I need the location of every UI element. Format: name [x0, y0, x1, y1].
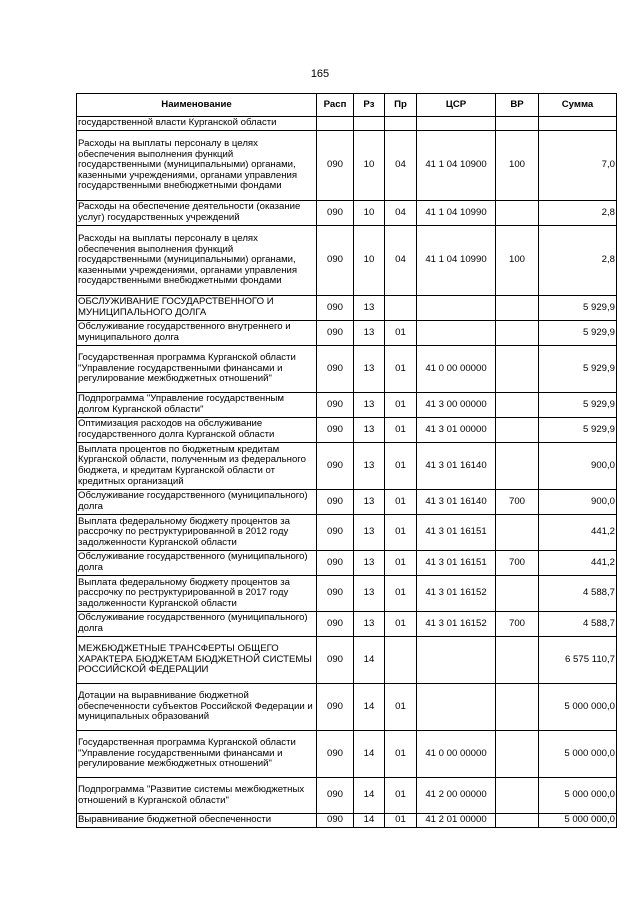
table-row — [77, 490, 617, 515]
cell-sum: 5 929,9 — [539, 418, 617, 443]
column-header-csr: ЦСР — [417, 94, 496, 117]
cell-vr — [496, 576, 539, 612]
cell-rasp: 090 — [317, 612, 354, 637]
cell-csr: 41 3 01 16152 — [417, 612, 496, 637]
column-header-name: Наименование — [77, 94, 317, 117]
table-row — [77, 393, 617, 418]
cell-name: Обслуживание государственного (муниципального) долга — [77, 551, 317, 576]
cell-sum: 5 000 000,0 — [539, 814, 617, 828]
cell-pr: 01 — [385, 612, 417, 637]
cell-sum: 900,0 — [539, 490, 617, 515]
cell-rasp: 090 — [317, 814, 354, 828]
cell-rasp: 090 — [317, 637, 354, 684]
cell-csr — [417, 117, 496, 131]
cell-csr: 41 1 04 10900 — [417, 131, 496, 201]
cell-csr: 41 3 01 16151 — [417, 515, 496, 551]
cell-csr: 41 3 01 16140 — [417, 443, 496, 490]
cell-pr — [385, 637, 417, 684]
cell-rasp: 090 — [317, 778, 354, 814]
cell-vr: 700 — [496, 551, 539, 576]
cell-pr: 04 — [385, 131, 417, 201]
table-row — [77, 418, 617, 443]
cell-rz: 10 — [354, 131, 385, 201]
cell-name: Расходы на выплаты персоналу в целях обеспечения выполнения функций государственными (муниципальными) органами, казенными учреждениями, органами управления государственными внебюджетными фондами — [77, 226, 317, 296]
cell-pr: 01 — [385, 515, 417, 551]
cell-csr: 41 0 00 00000 — [417, 346, 496, 393]
cell-rasp: 090 — [317, 515, 354, 551]
cell-rz: 13 — [354, 551, 385, 576]
cell-sum: 2,8 — [539, 201, 617, 226]
cell-csr: 41 1 04 10990 — [417, 226, 496, 296]
cell-vr: 700 — [496, 490, 539, 515]
budget-table — [76, 93, 617, 828]
cell-csr — [417, 684, 496, 731]
table-row — [77, 515, 617, 551]
table-row — [77, 576, 617, 612]
cell-rz: 13 — [354, 515, 385, 551]
cell-rz: 13 — [354, 612, 385, 637]
cell-vr — [496, 814, 539, 828]
cell-sum: 900,0 — [539, 443, 617, 490]
table-row — [77, 814, 617, 828]
cell-rz: 13 — [354, 296, 385, 321]
cell-vr — [496, 778, 539, 814]
cell-pr: 01 — [385, 346, 417, 393]
cell-name: государственной власти Курганской области — [77, 117, 317, 131]
cell-name: Подпрограмма "Управление государственным долгом Курганской области" — [77, 393, 317, 418]
cell-csr — [417, 637, 496, 684]
cell-name: Выплата федеральному бюджету процентов за рассрочку по реструктурированной в 2012 году задолженности Курганской области — [77, 515, 317, 551]
cell-csr: 41 2 00 00000 — [417, 778, 496, 814]
table-row — [77, 131, 617, 201]
cell-name: Обслуживание государственного внутреннего и муниципального долга — [77, 321, 317, 346]
cell-rasp: 090 — [317, 131, 354, 201]
cell-sum: 7,0 — [539, 131, 617, 201]
cell-name: Оптимизация расходов на обслуживание государственного долга Курганской области — [77, 418, 317, 443]
cell-rasp — [317, 117, 354, 131]
cell-name: Государственная программа Курганской области "Управление государственными финансами и регулирование межбюджетных отношений" — [77, 346, 317, 393]
cell-csr — [417, 296, 496, 321]
cell-csr: 41 3 01 00000 — [417, 418, 496, 443]
cell-vr: 700 — [496, 612, 539, 637]
cell-name: Обслуживание государственного (муниципального) долга — [77, 612, 317, 637]
cell-name: Дотации на выравнивание бюджетной обеспеченности субъектов Российской Федерации и муниципальных образований — [77, 684, 317, 731]
column-header-rz: Рз — [354, 94, 385, 117]
table-row — [77, 778, 617, 814]
cell-vr — [496, 296, 539, 321]
cell-csr: 41 1 04 10990 — [417, 201, 496, 226]
cell-vr — [496, 637, 539, 684]
cell-vr: 100 — [496, 226, 539, 296]
cell-pr — [385, 296, 417, 321]
cell-sum — [539, 117, 617, 131]
cell-pr: 01 — [385, 731, 417, 778]
column-header-pr: Пр — [385, 94, 417, 117]
cell-rz: 10 — [354, 201, 385, 226]
cell-vr — [496, 443, 539, 490]
cell-name: Расходы на обеспечение деятельности (оказание услуг) государственных учреждений — [77, 201, 317, 226]
cell-pr: 04 — [385, 201, 417, 226]
cell-name: Подпрограмма "Развитие системы межбюджетных отношений в Курганской области" — [77, 778, 317, 814]
cell-rasp: 090 — [317, 684, 354, 731]
cell-rasp: 090 — [317, 296, 354, 321]
cell-rasp: 090 — [317, 321, 354, 346]
cell-rasp: 090 — [317, 393, 354, 418]
cell-rz — [354, 117, 385, 131]
cell-rz: 13 — [354, 576, 385, 612]
cell-rasp: 090 — [317, 551, 354, 576]
cell-rasp: 090 — [317, 418, 354, 443]
cell-pr: 01 — [385, 576, 417, 612]
cell-name: Государственная программа Курганской области "Управление государственными финансами и регулирование межбюджетных отношений" — [77, 731, 317, 778]
cell-csr: 41 3 01 16151 — [417, 551, 496, 576]
cell-rz: 14 — [354, 778, 385, 814]
cell-vr — [496, 346, 539, 393]
cell-pr: 01 — [385, 814, 417, 828]
cell-name: ОБСЛУЖИВАНИЕ ГОСУДАРСТВЕННОГО И МУНИЦИПАЛЬНОГО ДОЛГА — [77, 296, 317, 321]
cell-vr — [496, 731, 539, 778]
cell-rasp: 090 — [317, 731, 354, 778]
cell-sum: 2,8 — [539, 226, 617, 296]
table-row — [77, 201, 617, 226]
column-header-sum: Сумма — [539, 94, 617, 117]
cell-sum: 5 000 000,0 — [539, 778, 617, 814]
cell-rasp: 090 — [317, 443, 354, 490]
cell-rz: 14 — [354, 731, 385, 778]
column-header-vr: ВР — [496, 94, 539, 117]
table-row — [77, 612, 617, 637]
cell-sum: 5 000 000,0 — [539, 731, 617, 778]
cell-name: Выплата федеральному бюджету процентов за рассрочку по реструктурированной в 2017 году задолженности Курганской области — [77, 576, 317, 612]
cell-rasp: 090 — [317, 226, 354, 296]
cell-name: Расходы на выплаты персоналу в целях обеспечения выполнения функций государственными (муниципальными) органами, казенными учреждениями, органами управления государственными внебюджетными фондами — [77, 131, 317, 201]
cell-pr: 01 — [385, 490, 417, 515]
column-header-rasp: Расп — [317, 94, 354, 117]
cell-vr — [496, 321, 539, 346]
cell-vr — [496, 393, 539, 418]
cell-name: Обслуживание государственного (муниципального) долга — [77, 490, 317, 515]
cell-rz: 14 — [354, 684, 385, 731]
cell-pr: 01 — [385, 551, 417, 576]
cell-rz: 13 — [354, 346, 385, 393]
cell-rz: 13 — [354, 490, 385, 515]
cell-sum: 5 929,9 — [539, 393, 617, 418]
cell-pr: 01 — [385, 778, 417, 814]
table-row — [77, 226, 617, 296]
cell-rz: 10 — [354, 226, 385, 296]
cell-csr: 41 3 01 16152 — [417, 576, 496, 612]
table-header-row — [77, 94, 617, 117]
cell-name: МЕЖБЮДЖЕТНЫЕ ТРАНСФЕРТЫ ОБЩЕГО ХАРАКТЕРА БЮДЖЕТАМ БЮДЖЕТНОЙ СИСТЕМЫ РОССИЙСКОЙ ФЕДЕРАЦИИ — [77, 637, 317, 684]
cell-pr: 01 — [385, 418, 417, 443]
cell-csr: 41 0 00 00000 — [417, 731, 496, 778]
cell-sum: 441,2 — [539, 551, 617, 576]
cell-name: Выплата процентов по бюджетным кредитам Курганской области, полученным из федерального бюджета, и кредитам Курганской области от кредитных организаций — [77, 443, 317, 490]
table-row — [77, 296, 617, 321]
cell-rasp: 090 — [317, 576, 354, 612]
cell-rasp: 090 — [317, 346, 354, 393]
page-number: 165 — [310, 68, 330, 80]
cell-csr: 41 3 00 00000 — [417, 393, 496, 418]
cell-csr: 41 3 01 16140 — [417, 490, 496, 515]
cell-pr — [385, 117, 417, 131]
table-row — [77, 551, 617, 576]
cell-csr — [417, 321, 496, 346]
cell-rz: 13 — [354, 393, 385, 418]
table-row — [77, 684, 617, 731]
cell-sum: 5 000 000,0 — [539, 684, 617, 731]
cell-vr: 100 — [496, 131, 539, 201]
cell-csr: 41 2 01 00000 — [417, 814, 496, 828]
cell-vr — [496, 684, 539, 731]
cell-sum: 5 929,9 — [539, 296, 617, 321]
cell-vr — [496, 515, 539, 551]
cell-rasp: 090 — [317, 201, 354, 226]
cell-pr: 01 — [385, 443, 417, 490]
table-row — [77, 637, 617, 684]
cell-sum: 4 588,7 — [539, 576, 617, 612]
table-row — [77, 443, 617, 490]
cell-pr: 01 — [385, 321, 417, 346]
cell-rz: 13 — [354, 418, 385, 443]
cell-sum: 5 929,9 — [539, 346, 617, 393]
table-row — [77, 117, 617, 131]
cell-rz: 13 — [354, 321, 385, 346]
cell-vr — [496, 418, 539, 443]
cell-rz: 14 — [354, 814, 385, 828]
table-row — [77, 346, 617, 393]
cell-sum: 4 588,7 — [539, 612, 617, 637]
cell-pr: 01 — [385, 393, 417, 418]
cell-rasp: 090 — [317, 490, 354, 515]
table-row — [77, 321, 617, 346]
cell-sum: 5 929,9 — [539, 321, 617, 346]
cell-vr — [496, 117, 539, 131]
cell-vr — [496, 201, 539, 226]
cell-sum: 441,2 — [539, 515, 617, 551]
cell-pr: 04 — [385, 226, 417, 296]
cell-rz: 14 — [354, 637, 385, 684]
cell-name: Выравнивание бюджетной обеспеченности — [77, 814, 317, 828]
cell-rz: 13 — [354, 443, 385, 490]
cell-pr: 01 — [385, 684, 417, 731]
table-row — [77, 731, 617, 778]
cell-sum: 6 575 110,7 — [539, 637, 617, 684]
